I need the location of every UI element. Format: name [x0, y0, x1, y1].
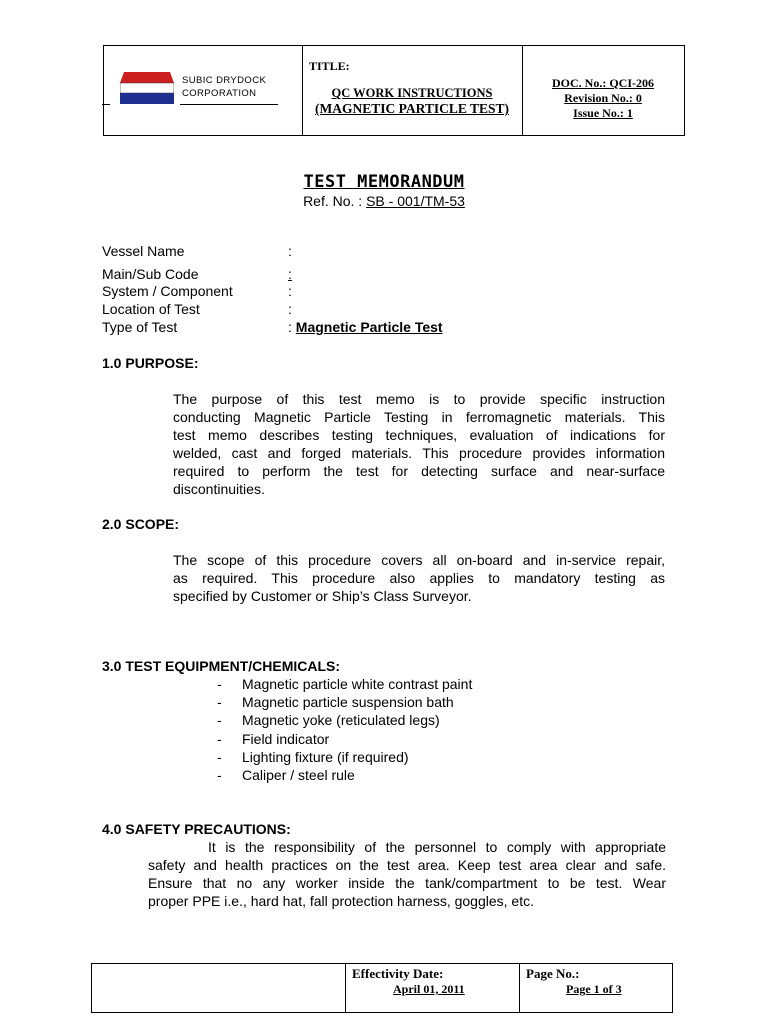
field-colon: : [288, 301, 292, 317]
ref-value: SB - 001/TM-53 [366, 193, 465, 209]
paragraph-line: The scope of this procedure covers all on-board and in-service repair, [173, 552, 665, 568]
field-value: Magnetic Particle Test [295, 319, 443, 335]
title-line2: (MAGNETIC PARTICLE TEST) [314, 101, 510, 116]
field-colon: : [288, 283, 292, 299]
paragraph-line: test memo describes testing techniques, evaluation of indications for [173, 427, 665, 443]
ref-label: Ref. No. : [303, 193, 367, 209]
list-item: - Magnetic yoke (reticulated legs) [217, 712, 440, 729]
field-label-type-of-test: Type of Test [102, 319, 178, 335]
doc-number: DOC. No.: QCI-206 [552, 76, 654, 90]
list-item: - Lighting fixture (if required) [217, 748, 409, 765]
paragraph-line: specified by Customer or Ship’s Class Surveyor. [173, 588, 472, 604]
equipment-list [217, 675, 472, 784]
header-dash [102, 104, 110, 105]
paragraph-line: welded, cast and forged materials. This procedure provides information [173, 445, 665, 461]
issue-number: Issue No.: 1 [573, 106, 633, 120]
reference-number [0, 193, 768, 209]
field-colon: : [288, 243, 292, 259]
paragraph-line: The purpose of this test memo is to provide specific instruction [173, 391, 665, 407]
page-number: Page 1 of 3 [566, 982, 622, 996]
list-item: - Magnetic particle white contrast paint [217, 676, 473, 692]
effectivity-cell [345, 964, 520, 1012]
paragraph-line: required to perform the test for detecting surface and near-surface [173, 463, 665, 479]
document-footer [91, 963, 673, 1013]
list-item: - Field indicator [217, 730, 330, 747]
paragraph-line: safety and health practices on the test area. Keep test area clear and safe. [148, 857, 666, 873]
purpose-heading: 1.0 PURPOSE: [102, 355, 199, 371]
purpose-paragraph [173, 390, 665, 498]
footer-blank-cell [92, 964, 346, 1012]
field-value-type-of-test [288, 319, 443, 335]
field-label-system-component: System / Component [102, 283, 233, 299]
list-item-text: Lighting fixture (if required) [242, 748, 409, 765]
effectivity-label: Effectivity Date: [352, 966, 444, 981]
field-value-vessel-name [288, 243, 292, 259]
company-underline [180, 104, 278, 105]
paragraph-line: conducting Magnetic Particle Testing in ferromagnetic materials. This [173, 409, 665, 425]
page-label: Page No.: [526, 966, 580, 981]
equipment-heading: 3.0 TEST EQUIPMENT/CHEMICALS: [102, 658, 341, 674]
field-label-main-sub-code: Main/Sub Code [102, 266, 199, 282]
list-item-text: Magnetic particle suspension bath [242, 694, 454, 711]
paragraph-line: It is the responsibility of the personnel to comply with appropriate [208, 839, 666, 855]
list-item: - Caliper / steel rule [217, 767, 355, 784]
page-number-cell [519, 964, 672, 1012]
company-flag-logo [120, 72, 174, 104]
list-item-text: Magnetic yoke (reticulated legs) [242, 712, 440, 729]
title-line1: QC WORK INSTRUCTIONS [331, 86, 493, 100]
list-item: - Magnetic particle suspension bath [217, 694, 454, 711]
effectivity-date: April 01, 2011 [393, 982, 465, 996]
field-value-system-component [288, 283, 292, 299]
company-name-line1: SUBIC DRYDOCK [182, 75, 267, 86]
title-cell [302, 46, 523, 135]
field-value-main-sub-code [288, 266, 298, 282]
list-item-text: Field indicator [242, 730, 330, 747]
paragraph-line: discontinuities. [173, 481, 265, 497]
revision-number: Revision No.: 0 [564, 91, 642, 105]
field-value-location-of-test [288, 301, 292, 317]
scope-paragraph [173, 551, 665, 605]
paragraph-line: Ensure that no any worker inside the tank/compartment to be test. Wear [148, 875, 666, 891]
memo-title: TEST MEMORANDUM [303, 172, 465, 192]
company-cell [104, 46, 303, 135]
document-header [103, 45, 685, 136]
scope-heading: 2.0 SCOPE: [102, 516, 180, 532]
field-label-location-of-test: Location of Test [102, 301, 200, 317]
safety-paragraph [148, 838, 666, 910]
list-item-text: Caliper / steel rule [242, 767, 355, 784]
paragraph-line: proper PPE i.e., hard hat, fall protection harness, goggles, etc. [148, 893, 534, 909]
field-colon: : [288, 319, 296, 335]
title-label: TITLE: [309, 59, 350, 73]
company-name-line2: CORPORATION [182, 88, 257, 99]
field-colon: : [288, 266, 292, 282]
list-item-text: Magnetic particle white contrast paint [242, 676, 473, 692]
safety-heading: 4.0 SAFETY PRECAUTIONS: [102, 821, 291, 837]
doc-info-cell [522, 46, 684, 135]
paragraph-line: as required. This procedure also applies to mandatory testing as [173, 570, 665, 586]
company-name [182, 74, 266, 100]
field-label-vessel-name: Vessel Name [102, 243, 185, 259]
